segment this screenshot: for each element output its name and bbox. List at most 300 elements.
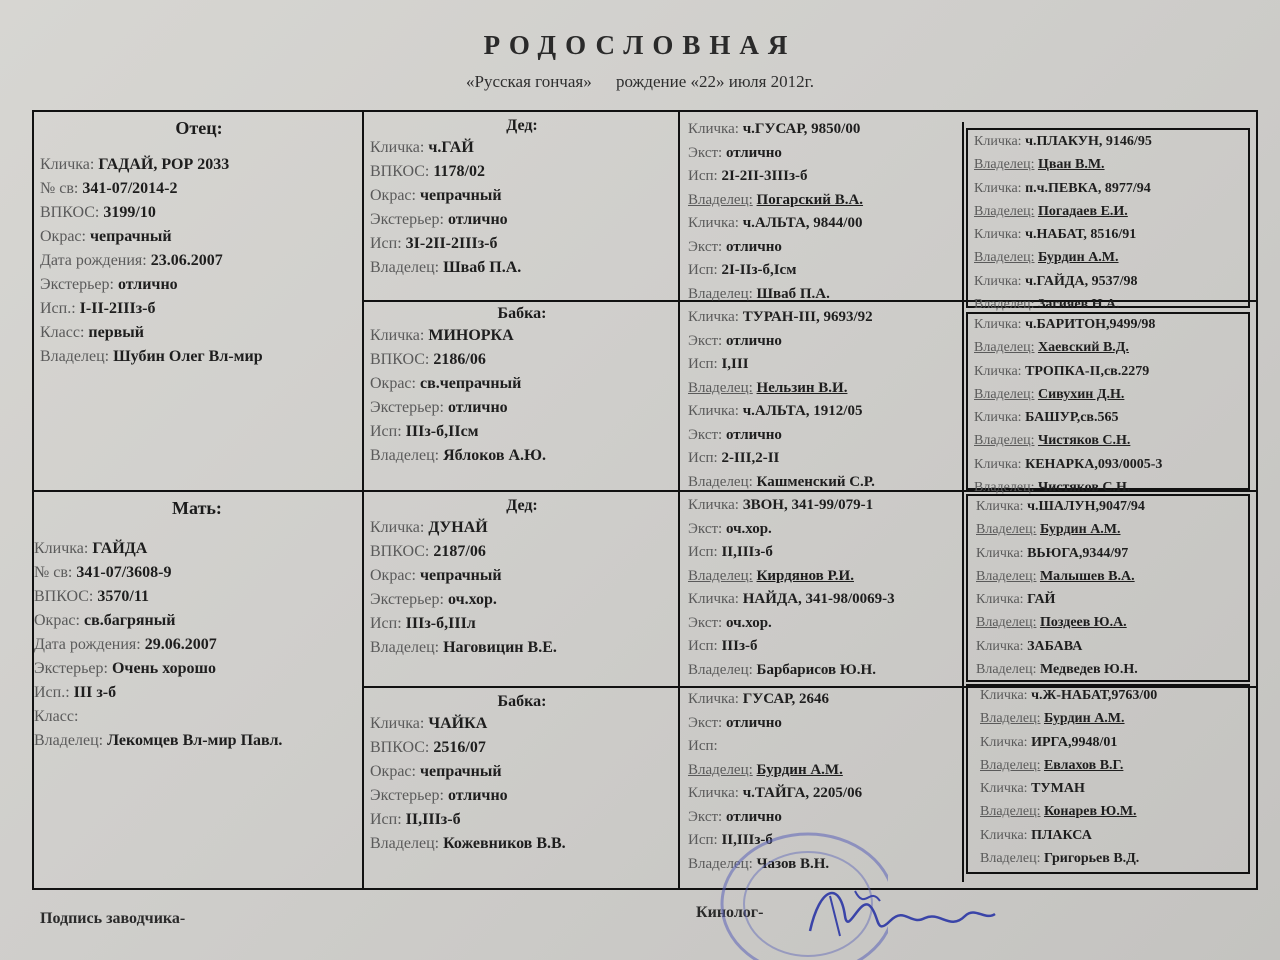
- field-label: Кличка:: [974, 180, 1022, 196]
- detail-line: [370, 808, 674, 832]
- grandfather-heading: Дед:: [506, 497, 538, 514]
- field-label: ВПКОС:: [40, 204, 100, 221]
- field-label: Окрас:: [370, 375, 416, 392]
- field-value: чепрачный: [419, 187, 502, 204]
- detail-line: [974, 313, 1248, 336]
- field-value: Поздеев Ю.А.: [1039, 615, 1127, 631]
- field-label: Владелец:: [974, 340, 1035, 356]
- field-label: Кличка:: [688, 309, 739, 325]
- field-label: Экст:: [688, 144, 723, 161]
- detail-line: [976, 611, 1248, 634]
- field-label: Экстерьер:: [40, 276, 114, 293]
- detail-line: [40, 225, 358, 249]
- field-label: Кличка:: [974, 456, 1022, 472]
- field-value: I,III: [721, 356, 749, 372]
- field-value: 2I-IIз-б,Iсм: [721, 262, 797, 278]
- field-value: п.ч.ПЕВКА, 8977/94: [1025, 180, 1151, 196]
- detail-line: [370, 396, 674, 420]
- field-value: Бурдин А.М.: [1043, 711, 1125, 727]
- field-label: Исп:: [688, 544, 718, 560]
- great-great-grandparents-cell: [974, 313, 1248, 499]
- field-label: Исп:: [370, 811, 402, 828]
- detail-line: [980, 777, 1248, 800]
- field-label: Кличка:: [976, 545, 1024, 561]
- field-label: Владелец:: [976, 615, 1037, 631]
- mother-cell: [34, 498, 360, 753]
- field-label: Кличка:: [974, 134, 1022, 149]
- field-label: Владелец:: [688, 379, 753, 396]
- field-label: Владелец:: [688, 855, 753, 872]
- field-value: БАШУР,св.565: [1025, 410, 1119, 426]
- field-value: ч.АЛЬТА, 9844/00: [742, 215, 863, 231]
- field-value: св.багряный: [83, 612, 176, 629]
- detail-line: [980, 707, 1248, 730]
- field-label: № св:: [34, 564, 73, 581]
- field-label: ВПКОС:: [370, 351, 430, 368]
- field-value: ч.ШАЛУН,9047/94: [1027, 499, 1145, 514]
- detail-line: [34, 633, 360, 657]
- field-label: Экст:: [688, 332, 723, 349]
- field-value: IIIз-б: [721, 638, 758, 654]
- field-value: ТРОПКА-II,св.2279: [1025, 363, 1150, 379]
- field-label: Экст:: [688, 808, 723, 825]
- field-value: Бурдин А.М.: [756, 761, 843, 778]
- column-divider: [962, 122, 964, 882]
- field-label: Владелец:: [974, 433, 1035, 449]
- field-value: Чистяков С.Н.: [1037, 480, 1131, 496]
- detail-line: [688, 659, 960, 683]
- field-value: отлично: [117, 276, 178, 293]
- document-subtitle: [0, 72, 1280, 92]
- field-value: отлично: [447, 211, 508, 228]
- field-label: Владелец:: [974, 157, 1035, 173]
- detail-line: [974, 336, 1248, 359]
- field-label: Класс:: [40, 324, 85, 341]
- great-great-grandparents-cell: [976, 495, 1248, 681]
- detail-line: [34, 537, 360, 561]
- field-label: Кличка:: [976, 499, 1024, 514]
- field-label: Исп:: [688, 832, 718, 848]
- field-label: Владелец:: [688, 473, 753, 490]
- detail-line: [370, 420, 674, 444]
- field-value: III з-б: [73, 684, 117, 701]
- father-details: [40, 153, 358, 369]
- field-label: Экст:: [688, 714, 723, 731]
- field-label: Экстерьер:: [370, 787, 444, 804]
- field-value: чепрачный: [89, 228, 172, 245]
- detail-line: [688, 377, 960, 401]
- field-label: Экст:: [688, 238, 723, 255]
- field-value: св.чепрачный: [419, 375, 522, 392]
- field-value: первый: [88, 324, 144, 341]
- field-value: ЧАЙКА: [428, 715, 488, 732]
- detail-line: [688, 306, 960, 330]
- detail-line: [40, 249, 358, 273]
- field-label: Владелец:: [980, 711, 1041, 727]
- field-value: отлично: [725, 426, 782, 443]
- detail-line: [974, 200, 1248, 223]
- detail-line: [370, 564, 674, 588]
- field-value: Медведев Ю.Н.: [1039, 662, 1138, 678]
- column-divider: [362, 110, 364, 890]
- field-value: отлично: [725, 144, 782, 161]
- detail-line: [34, 609, 360, 633]
- detail-line: [974, 177, 1248, 200]
- field-value: Барбарисов Ю.Н.: [756, 661, 876, 678]
- detail-line: [688, 330, 960, 354]
- detail-line: [688, 424, 960, 448]
- field-label: Владелец:: [980, 804, 1041, 820]
- detail-line: [34, 561, 360, 585]
- field-label: Владелец:: [976, 522, 1037, 538]
- field-value: Бурдин А.М.: [1037, 250, 1119, 266]
- field-value: ТУРАН-III, 9693/92: [742, 309, 873, 325]
- detail-line: [688, 782, 960, 806]
- great-great-grandparents-cell: [974, 130, 1248, 316]
- detail-line: [974, 429, 1248, 452]
- field-value: НАЙДА, 341-98/0069-3: [742, 591, 895, 607]
- field-label: Кличка:: [980, 688, 1028, 703]
- field-label: Кличка:: [370, 327, 425, 344]
- field-value: ч.АЛЬТА, 1912/05: [742, 403, 863, 419]
- field-value: ГАЙ: [1027, 592, 1056, 608]
- field-value: отлично: [725, 332, 782, 349]
- detail-line: [688, 165, 960, 189]
- field-value: ЗАБАВА: [1027, 638, 1083, 654]
- field-value: ч.ГАЙ: [428, 139, 474, 156]
- field-label: Кличка:: [688, 591, 739, 607]
- detail-line: [370, 588, 674, 612]
- field-label: Исп:: [688, 450, 718, 466]
- father-cell: [40, 118, 358, 369]
- field-label: Владелец:: [980, 851, 1041, 867]
- detail-line: [370, 760, 674, 784]
- field-label: Дата рождения:: [34, 636, 141, 653]
- field-label: Экст:: [688, 520, 723, 537]
- field-value: ч.ГУСАР, 9850/00: [742, 121, 861, 137]
- field-value: Очень хорошо: [111, 660, 217, 677]
- field-label: Владелец:: [974, 203, 1035, 219]
- field-value: ч.БАРИТОН,9499/98: [1025, 317, 1156, 332]
- field-label: Экстерьер:: [370, 591, 444, 608]
- field-label: Владелец:: [370, 259, 440, 276]
- field-label: Окрас:: [370, 187, 416, 204]
- detail-line: [370, 324, 674, 348]
- field-label: Кличка:: [688, 785, 739, 801]
- field-value: 2I-2II-3IIIз-б: [721, 168, 808, 184]
- field-label: Исп:: [370, 423, 402, 440]
- detail-line: [980, 800, 1248, 823]
- detail-line: [370, 612, 674, 636]
- detail-line: [976, 495, 1248, 518]
- detail-line: [980, 731, 1248, 754]
- detail-line: [370, 232, 674, 256]
- breed-name: «Русская гончая»: [466, 72, 592, 91]
- detail-line: [688, 189, 960, 213]
- detail-line: [40, 201, 358, 225]
- detail-line: [688, 635, 960, 659]
- detail-line: [688, 353, 960, 377]
- birth-date: рождение «22» июля 2012г.: [615, 72, 814, 91]
- field-label: Кличка:: [980, 827, 1028, 843]
- field-value: Сивухин Д.Н.: [1037, 386, 1125, 402]
- field-value: отлично: [725, 714, 782, 731]
- field-label: Кличка:: [980, 734, 1028, 750]
- detail-line: [976, 588, 1248, 611]
- grandmother-heading: Бабка:: [497, 693, 547, 710]
- detail-line: [974, 406, 1248, 429]
- detail-line: [688, 447, 960, 471]
- great-grandparents-cell: [688, 306, 960, 494]
- maternal-grandfather-cell: [370, 496, 674, 660]
- field-label: Кличка:: [974, 410, 1022, 426]
- detail-line: [688, 518, 960, 542]
- field-value: 29.06.2007: [144, 636, 217, 653]
- field-value: КЕНАРКА,093/0005-3: [1025, 456, 1163, 472]
- field-value: 1178/02: [433, 163, 485, 180]
- field-value: отлично: [725, 238, 782, 255]
- field-value: ЗВОН, 341-99/079-1: [742, 497, 874, 513]
- detail-line: [370, 784, 674, 808]
- field-label: Окрас:: [370, 567, 416, 584]
- detail-line: [974, 383, 1248, 406]
- field-label: Исп:: [688, 262, 718, 278]
- detail-line: [688, 588, 960, 612]
- detail-line: [34, 657, 360, 681]
- field-label: Владелец:: [40, 348, 110, 365]
- document-title: РОДОСЛОВНАЯ: [483, 30, 797, 60]
- field-value: Шубин Олег Вл-мир: [113, 348, 263, 365]
- field-value: 3570/11: [97, 588, 149, 605]
- field-value: Хаевский В.Д.: [1037, 340, 1129, 356]
- column-divider: [678, 110, 680, 890]
- field-value: оч.хор.: [447, 591, 497, 608]
- great-grandparents-cell: [688, 494, 960, 682]
- field-value: Кашменский С.Р.: [756, 473, 875, 490]
- field-label: Окрас:: [370, 763, 416, 780]
- detail-line: [370, 256, 674, 280]
- detail-line: [34, 681, 360, 705]
- field-label: Исп:: [370, 235, 402, 252]
- field-value: ГАДАЙ, РОР 2033: [98, 156, 230, 173]
- father-heading: Отец:: [175, 118, 223, 138]
- field-label: Кличка:: [974, 363, 1022, 379]
- field-value: ч.Ж-НАБАТ,9763/00: [1031, 688, 1158, 703]
- field-value: IIIз-б,IIсм: [405, 423, 479, 440]
- detail-line: [980, 847, 1248, 870]
- field-value: Григорьев В.Д.: [1043, 851, 1140, 867]
- field-value: Цван В.М.: [1037, 157, 1105, 173]
- field-value: МИНОРКА: [428, 327, 514, 344]
- great-great-grandparents-cell: [980, 684, 1248, 870]
- field-label: Исп:: [688, 638, 718, 654]
- detail-line: [370, 160, 674, 184]
- field-label: Исп:: [370, 615, 402, 632]
- field-value: отлично: [447, 399, 508, 416]
- field-label: Исп.:: [40, 300, 76, 317]
- detail-line: [980, 824, 1248, 847]
- field-value: отлично: [447, 787, 508, 804]
- detail-line: [688, 400, 960, 424]
- field-value: чепрачный: [419, 567, 502, 584]
- field-label: Владелец:: [688, 761, 753, 778]
- field-label: Кличка:: [974, 273, 1022, 289]
- field-label: Кличка:: [976, 638, 1024, 654]
- field-label: Экст:: [688, 426, 723, 443]
- field-label: ВПКОС:: [370, 163, 430, 180]
- detail-line: [688, 759, 960, 783]
- detail-line: [370, 736, 674, 760]
- field-label: Владелец:: [974, 386, 1035, 402]
- field-value: Бурдин А.М.: [1039, 522, 1121, 538]
- field-label: Кличка:: [688, 691, 739, 707]
- field-label: Кличка:: [974, 317, 1022, 332]
- field-value: Шваб П.А.: [443, 259, 522, 276]
- detail-line: [976, 565, 1248, 588]
- field-value: ТУМАН: [1031, 781, 1085, 797]
- signature-icon: [800, 876, 1000, 946]
- detail-line: [34, 585, 360, 609]
- field-value: 2187/06: [433, 543, 486, 560]
- field-label: Окрас:: [34, 612, 80, 629]
- field-label: Владелец:: [974, 480, 1035, 496]
- field-label: Кличка:: [980, 781, 1028, 797]
- field-value: ВЬЮГА,9344/97: [1027, 545, 1129, 561]
- cynologist-label: Кинолог-: [696, 904, 764, 921]
- field-label: Окрас:: [40, 228, 86, 245]
- detail-line: [370, 444, 674, 468]
- detail-line: [40, 273, 358, 297]
- field-value: Малышев В.А.: [1039, 568, 1135, 584]
- detail-line: [980, 684, 1248, 707]
- detail-line: [974, 153, 1248, 176]
- detail-line: [40, 345, 358, 369]
- field-value: II,IIIз-б: [405, 811, 461, 828]
- detail-line: [688, 712, 960, 736]
- detail-line: [976, 542, 1248, 565]
- detail-line: [370, 540, 674, 564]
- field-value: Наговицин В.Е.: [443, 639, 557, 656]
- field-value: ч.НАБАТ, 8516/91: [1025, 227, 1137, 243]
- field-value: ч.ГАЙДА, 9537/98: [1025, 273, 1138, 289]
- detail-line: [34, 705, 360, 729]
- field-value: 2186/06: [433, 351, 486, 368]
- field-label: Владелец:: [370, 835, 440, 852]
- detail-line: [974, 270, 1248, 293]
- field-label: Владелец:: [688, 567, 753, 584]
- field-value: Кирдянов Р.И.: [756, 567, 854, 584]
- field-value: 3I-2II-2IIIз-б: [405, 235, 498, 252]
- detail-line: [370, 208, 674, 232]
- detail-line: [688, 118, 960, 142]
- detail-line: [370, 832, 674, 856]
- grandfather-heading: Дед:: [506, 117, 538, 134]
- field-label: Кличка:: [370, 519, 425, 536]
- field-label: Владелец:: [370, 447, 440, 464]
- field-value: 3199/10: [103, 204, 156, 221]
- detail-line: [40, 177, 358, 201]
- field-value: чепрачный: [419, 763, 502, 780]
- field-value: II,IIIз-б: [721, 832, 773, 848]
- field-value: ИРГА,9948/01: [1031, 734, 1118, 750]
- breeder-signature-label: Подпись заводчика-: [40, 910, 186, 927]
- detail-line: [688, 283, 960, 307]
- field-value: Погадаев Е.И.: [1037, 203, 1128, 219]
- field-label: Кличка:: [688, 497, 739, 513]
- detail-line: [40, 153, 358, 177]
- field-label: Кличка:: [974, 227, 1022, 243]
- field-value: Нельзин В.И.: [756, 379, 848, 396]
- detail-line: [688, 212, 960, 236]
- field-label: Владелец:: [974, 250, 1035, 266]
- field-value: Шваб П.А.: [756, 285, 830, 302]
- detail-line: [688, 612, 960, 636]
- detail-line: [688, 471, 960, 495]
- field-value: Погарский В.А.: [756, 191, 864, 208]
- detail-line: [370, 712, 674, 736]
- great-grandparents-cell: [688, 118, 960, 306]
- field-label: Кличка:: [688, 121, 739, 137]
- detail-line: [688, 735, 960, 759]
- paternal-grandfather-cell: [370, 116, 674, 280]
- field-value: 2516/07: [433, 739, 486, 756]
- detail-line: [370, 184, 674, 208]
- field-label: Кличка:: [688, 215, 739, 231]
- field-value: Яблоков А.Ю.: [443, 447, 547, 464]
- field-value: 23.06.2007: [150, 252, 223, 269]
- detail-line: [688, 688, 960, 712]
- field-label: Владелец:: [976, 662, 1037, 678]
- detail-line: [974, 453, 1248, 476]
- detail-line: [980, 754, 1248, 777]
- field-label: Кличка:: [34, 540, 89, 557]
- detail-line: [40, 297, 358, 321]
- field-label: Исп:: [688, 168, 718, 184]
- detail-line: [976, 518, 1248, 541]
- field-value: ПЛАКСА: [1031, 827, 1092, 843]
- field-value: отлично: [725, 808, 782, 825]
- field-label: Экстерьер:: [34, 660, 108, 677]
- field-value: Чистяков С.Н.: [1037, 433, 1131, 449]
- detail-line: [688, 259, 960, 283]
- detail-line: [688, 236, 960, 260]
- maternal-grandmother-cell: [370, 692, 674, 856]
- detail-line: [370, 372, 674, 396]
- detail-line: [688, 142, 960, 166]
- field-label: Кличка:: [370, 139, 425, 156]
- detail-line: [370, 636, 674, 660]
- field-value: Конарев Ю.М.: [1043, 804, 1137, 820]
- field-label: Владелец:: [370, 639, 440, 656]
- mother-details: [34, 537, 360, 753]
- field-value: I-II-2IIIз-б: [79, 300, 156, 317]
- field-label: Владелец:: [688, 191, 753, 208]
- field-label: ВПКОС:: [370, 739, 430, 756]
- detail-line: [974, 360, 1248, 383]
- field-value: ГАЙДА: [92, 540, 148, 557]
- field-value: Чазов В.Н.: [756, 855, 830, 872]
- field-value: ч.ТАЙГА, 2205/06: [742, 785, 863, 801]
- field-label: Класс:: [34, 708, 79, 725]
- field-label: Исп:: [688, 738, 718, 754]
- field-label: Кличка:: [40, 156, 95, 173]
- detail-line: [370, 136, 674, 160]
- detail-line: [370, 516, 674, 540]
- detail-line: [688, 541, 960, 565]
- field-value: 2-III,2-II: [721, 450, 780, 466]
- field-value: 341-07/2014-2: [82, 180, 178, 197]
- detail-line: [688, 494, 960, 518]
